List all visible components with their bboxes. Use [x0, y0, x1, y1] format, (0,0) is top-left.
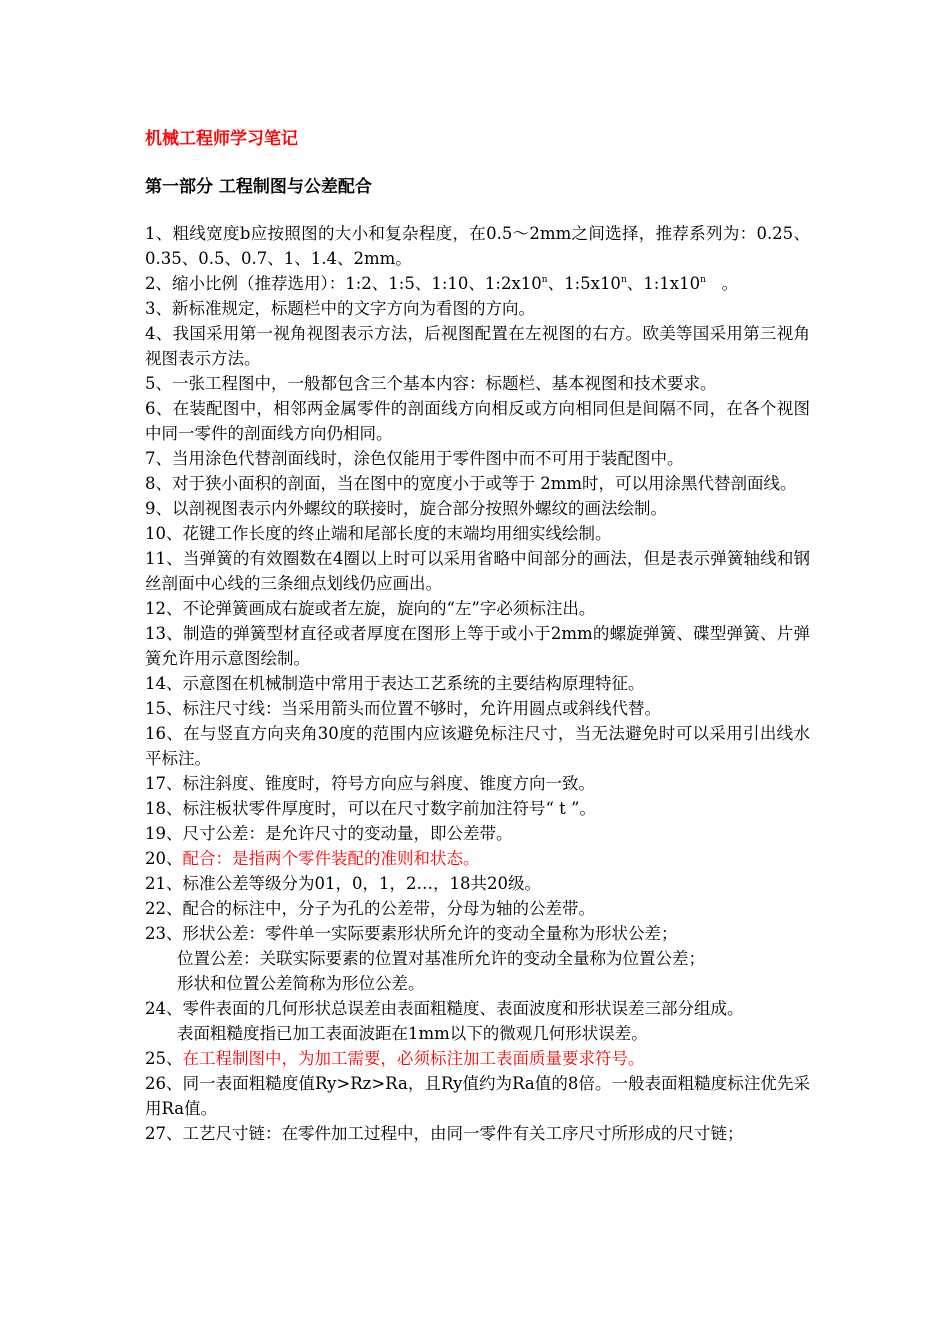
item-number: 22、: [145, 899, 183, 918]
item-text: 形状和位置公差简称为形位公差。: [177, 974, 425, 993]
item-number: 19、: [145, 824, 183, 843]
item-number: 27、: [145, 1124, 183, 1143]
item-text: 示意图在机械制造中常用于表达工艺系统的主要结构原理特征。: [182, 674, 645, 693]
note-item-4: [145, 321, 810, 371]
item-text: 在装配图中，相邻两金属零件的剖面线方向相反或方向相同但是间隔不同，在各个视图中同一零件的剖面线方向仍相同。: [145, 399, 810, 443]
item-text: 配合的标注中，分子为孔的公差带，分母为轴的公差带。: [182, 899, 595, 918]
document-page: [145, 125, 810, 1146]
item-number: 25、: [145, 1049, 183, 1068]
item-number: 24、: [145, 999, 183, 1018]
item-text: 尺寸公差：是允许尺寸的变动量，即公差带。: [182, 824, 513, 843]
note-item-13: [145, 621, 810, 671]
item-text: 在与竖直方向夹角30度的范围内应该避免标注尺寸，当无法避免时可以采用引出线水平标注。: [145, 724, 810, 768]
item-number: 9、: [145, 499, 172, 518]
item-number: 21、: [145, 874, 183, 893]
item-text: 配合：是指两个零件装配的准则和状态。: [182, 849, 480, 868]
note-item-14: [145, 671, 810, 696]
doc-title: 机械工程师学习笔记: [145, 129, 298, 149]
note-item-22: [145, 896, 810, 921]
item-text-cont: 、1:1x10: [626, 274, 701, 293]
note-item-9: [145, 496, 810, 521]
note-item-23: [145, 921, 810, 946]
item-text: 位置公差：关联实际要素的位置对基准所允许的变动全量称为位置公差；: [177, 949, 705, 968]
item-text: 新标准规定，标题栏中的文字方向为看图的方向。: [172, 299, 535, 318]
spacer: [145, 201, 810, 221]
note-item-10: [145, 521, 810, 546]
note-item-23-cont: [145, 946, 810, 971]
item-number: 1、: [145, 224, 173, 243]
note-item-1: [145, 221, 810, 271]
note-item-25: [145, 1046, 810, 1071]
item-number: 10、: [145, 524, 183, 543]
superscript: n: [700, 275, 706, 285]
section-heading: 第一部分 工程制图与公差配合: [145, 177, 372, 197]
item-text: 标注尺寸线：当采用箭头而位置不够时，允许用圆点或斜线代替。: [182, 699, 661, 718]
note-item-5: [145, 371, 810, 396]
note-item-12: [145, 596, 810, 621]
note-item-8: [145, 471, 810, 496]
item-text: 粗线宽度b应按照图的大小和复杂程度，在0.5～2mm之间选择，推荐系列为：0.25、0.35、0.5、0.7、1、1.4、2mm。: [145, 224, 810, 268]
superscript: n: [541, 275, 548, 285]
item-number: 4、: [145, 324, 173, 343]
item-text: 同一表面粗糙度值Ry>Rz>Ra，且Ry值约为Ra值的8倍。一般表面粗糙度标注优先采用Ra值。: [145, 1074, 811, 1118]
item-number: 17、: [145, 774, 183, 793]
item-text-cont: 、1:5x10: [547, 274, 621, 293]
note-item-20: [145, 846, 810, 871]
item-number: 7、: [145, 449, 172, 468]
item-number: 6、: [145, 399, 173, 418]
item-number: 23、: [145, 924, 183, 943]
item-text: 表面粗糙度指已加工表面波距在1mm以下的微观几何形状误差。: [177, 1024, 648, 1043]
note-item-24-cont: [145, 1021, 810, 1046]
item-text: 缩小比例（推荐选用）：1:2、1:5、1:10、1:2x10: [172, 274, 542, 293]
note-item-7: [145, 446, 810, 471]
item-text: 不论弹簧画成右旋或者左旋，旋向的“左”字必须标注出。: [182, 599, 596, 618]
item-text: 标注斜度、锥度时，符号方向应与斜度、锥度方向一致。: [182, 774, 595, 793]
item-number: 2、: [145, 274, 172, 293]
note-item-17: [145, 771, 810, 796]
note-item-21: [145, 871, 810, 896]
item-text-end: 。: [705, 274, 739, 293]
note-item-2: [145, 271, 810, 296]
note-item-11: [145, 546, 810, 596]
note-item-19: [145, 821, 810, 846]
item-text: 标准公差等级分为01，0，1，2…，18共20级。: [182, 874, 541, 893]
item-number: 8、: [145, 474, 172, 493]
item-text: 工艺尺寸链：在零件加工过程中，由同一零件有关工序尺寸所形成的尺寸链；: [182, 1124, 744, 1143]
item-text: 对于狭小面积的剖面，当在图中的宽度小于或等于 2mm时，可以用涂黑代替剖面线。: [172, 474, 797, 493]
note-item-16: [145, 721, 810, 771]
item-number: 3、: [145, 299, 172, 318]
note-item-15: [145, 696, 810, 721]
item-text: 当用涂色代替剖面线时，涂色仅能用于零件图中而不可用于装配图中。: [172, 449, 684, 468]
item-number: 16、: [145, 724, 184, 743]
item-number: 15、: [145, 699, 183, 718]
note-item-23-cont: [145, 971, 810, 996]
item-text: 制造的弹簧型材直径或者厚度在图形上等于或小于2mm的螺旋弹簧、碟型弹簧、片弹簧允许用示意图绘制。: [145, 624, 811, 668]
item-text: 形状公差：零件单一实际要素形状所允许的变动全量称为形状公差；: [182, 924, 678, 943]
item-number: 18、: [145, 799, 183, 818]
item-text: 在工程制图中，为加工需要，必须标注加工表面质量要求符号。: [182, 1049, 645, 1068]
item-text: 我国采用第一视角视图表示方法，后视图配置在左视图的右方。欧美等国采用第三视角视图表示方法。: [145, 324, 810, 368]
item-text: 花键工作长度的终止端和尾部长度的末端均用细实线绘制。: [182, 524, 612, 543]
note-item-26: [145, 1071, 810, 1121]
item-text: 一张工程图中，一般都包含三个基本内容：标题栏、基本视图和技术要求。: [172, 374, 717, 393]
note-item-6: [145, 396, 810, 446]
item-number: 12、: [145, 599, 183, 618]
item-number: 5、: [145, 374, 172, 393]
item-text: 以剖视图表示内外螺纹的联接时，旋合部分按照外螺纹的画法绘制。: [172, 499, 667, 518]
item-number: 13、: [145, 624, 183, 643]
spacer: [145, 153, 810, 173]
note-item-27: [145, 1121, 810, 1146]
item-number: 14、: [145, 674, 183, 693]
note-item-3: [145, 296, 810, 321]
item-text: 零件表面的几何形状总误差由表面粗糙度、表面波度和形状误差三部分组成。: [182, 999, 744, 1018]
note-item-18: [145, 796, 810, 821]
item-text: 标注板状零件厚度时，可以在尺寸数字前加注符号“ t ”。: [182, 799, 596, 818]
item-text: 当弹簧的有效圈数在4圈以上时可以采用省略中间部分的画法，但是表示弹簧轴线和钢丝剖面中心线的三条细点划线仍应画出。: [145, 549, 811, 593]
item-number: 11、: [145, 549, 183, 568]
note-item-24: [145, 996, 810, 1021]
superscript: n: [620, 275, 627, 285]
item-number: 26、: [145, 1074, 183, 1093]
item-number: 20、: [145, 849, 183, 868]
